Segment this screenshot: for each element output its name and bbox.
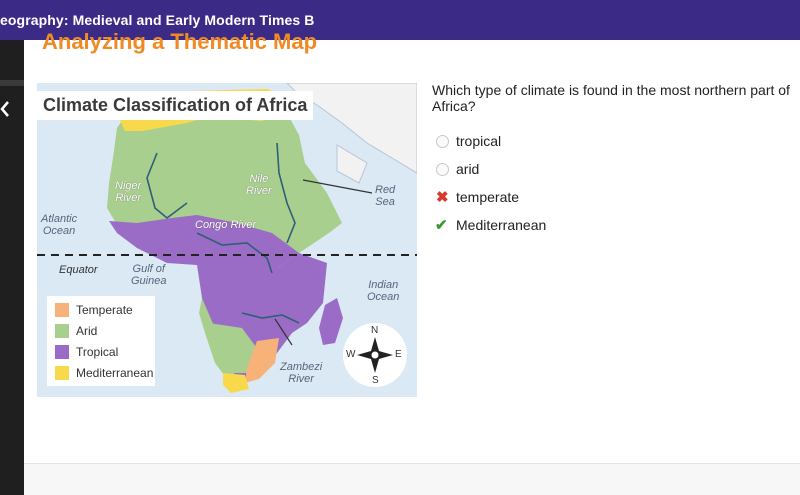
option-temperate[interactable] <box>434 188 734 208</box>
x-mark-icon: ✖ <box>436 189 449 206</box>
option-arid[interactable] <box>434 160 734 180</box>
climate-map <box>37 83 417 397</box>
map-title: Climate Classification of Africa <box>37 91 313 120</box>
left-rail <box>0 40 24 495</box>
legend-label: Mediterranean <box>76 366 154 380</box>
compass-s: S <box>372 375 379 386</box>
option-label: tropical <box>456 133 502 149</box>
option-tropical[interactable] <box>434 132 734 152</box>
legend-item <box>55 365 154 381</box>
option-label: arid <box>456 161 480 177</box>
back-arrow-icon[interactable] <box>0 98 10 120</box>
course-title: eography: Medieval and Early Modern Times B <box>0 12 315 28</box>
label-red-sea: Red Sea <box>375 184 396 208</box>
section-title: Analyzing a Thematic Map <box>42 29 318 54</box>
label-niger-river: Niger River <box>115 180 142 204</box>
compass-n: N <box>371 325 379 336</box>
legend-swatch <box>55 303 69 317</box>
legend-swatch <box>55 345 69 359</box>
legend-swatch <box>55 324 69 338</box>
legend-swatch <box>55 366 69 380</box>
radio-icon[interactable] <box>434 133 450 149</box>
legend-item <box>55 344 151 360</box>
label-nile-river: Nile River <box>246 173 272 197</box>
radio-icon[interactable] <box>434 161 450 177</box>
map-legend <box>47 296 155 386</box>
label-atlantic-ocean: Atlantic Ocean <box>41 213 78 237</box>
legend-item <box>55 323 151 339</box>
rail-tab <box>0 80 24 86</box>
legend-label: Tropical <box>76 345 119 359</box>
label-congo-river: Congo River <box>195 219 257 231</box>
label-zambezi-river: Zambezi River <box>280 361 323 385</box>
label-gulf-of-guinea: Gulf of Guinea <box>131 263 167 287</box>
label-indian-ocean: Indian Ocean <box>367 279 400 303</box>
option-mediterranean[interactable] <box>434 216 734 236</box>
label-equator: Equator <box>59 264 98 276</box>
content-area <box>24 29 800 495</box>
option-label: Mediterranean <box>456 217 547 233</box>
question-text: Which type of climate is found in the most northern part of Africa? <box>432 82 790 114</box>
bottom-pane <box>24 464 800 495</box>
check-mark-icon: ✔ <box>435 217 448 234</box>
compass-w: W <box>346 349 356 360</box>
legend-label: Temperate <box>76 303 133 317</box>
compass-rose-icon <box>343 323 407 387</box>
legend-item <box>55 302 151 318</box>
option-label: temperate <box>456 189 520 205</box>
legend-label: Arid <box>76 324 98 338</box>
compass-e: E <box>395 349 402 360</box>
